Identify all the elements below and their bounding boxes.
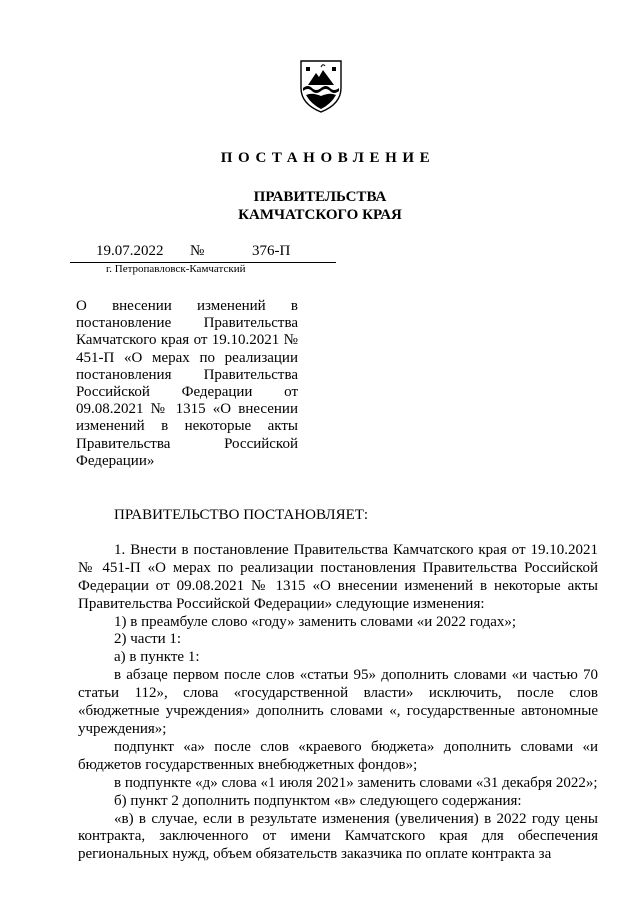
issue-city: г. Петропавловск-Камчатский bbox=[106, 263, 246, 275]
document-date: 19.07.2022 bbox=[96, 243, 164, 259]
body-paragraph: 1. Внести в постановление Правительства Камчатского края от 19.10.2021 № 451-П «О мерах по реализации постановления Правительства Российской Федерации от 09.08.2021 № 1315 «О внесении изменений в некоторые акты Правительства Российской Федерации» следующие изменения: bbox=[78, 541, 598, 612]
document-type-title: ПОСТАНОВЛЕНИЕ bbox=[220, 150, 436, 166]
body-paragraph: 2) части 1: bbox=[114, 631, 182, 648]
issuer-line-1: ПРАВИТЕЛЬСТВА bbox=[253, 189, 387, 205]
body-paragraph: 1) в преамбуле слово «году» заменить словами «и 2022 годах»; bbox=[114, 613, 517, 630]
body-paragraph: в подпункте «д» слова «1 июля 2021» заменить словами «31 декабря 2022»; bbox=[114, 774, 598, 791]
body-paragraph: а) в пункте 1: bbox=[114, 649, 200, 666]
body-paragraph: «в) в случае, если в результате изменения (увеличения) в 2022 году цены контракта, заключенного от имени Камчатского края для обеспечения региональных нужд, объем обязательств заказчика по оплате контракта за bbox=[78, 810, 598, 863]
resolve-clause: ПРАВИТЕЛЬСТВО ПОСТАНОВЛЯЕТ: bbox=[114, 507, 369, 523]
coat-of-arms-emblem bbox=[298, 58, 344, 114]
body-paragraph: в абзаце первом после слов «статьи 95» дополнить словами «и частью 70 статьи 112», слова «государственной власти» исключить, после слов «бюджетные учреждения» дополнить словами «, государственные автономные учреждения»; bbox=[78, 667, 598, 737]
document-body bbox=[78, 507, 598, 864]
document-subject: О внесении изменений в постановление Правительства Камчатского края от 19.10.2021 № 451-П «О мерах по реализации постановления Правительства Российской Федерации от 09.08.2021 № 1315 «О внесении изменений в некоторые акты Правительства Российской Федерации» bbox=[76, 298, 298, 469]
document-number: 376-П bbox=[252, 243, 291, 259]
number-sign: № bbox=[190, 243, 205, 259]
body-paragraph: б) пункт 2 дополнить подпунктом «в» следующего содержания: bbox=[114, 792, 522, 809]
issuer-line-2: КАМЧАТСКОГО КРАЯ bbox=[238, 207, 402, 223]
body-paragraph: подпункт «а» после слов «краевого бюджета» дополнить словами «и бюджетов государственных внебюджетных фондов»; bbox=[78, 738, 598, 773]
